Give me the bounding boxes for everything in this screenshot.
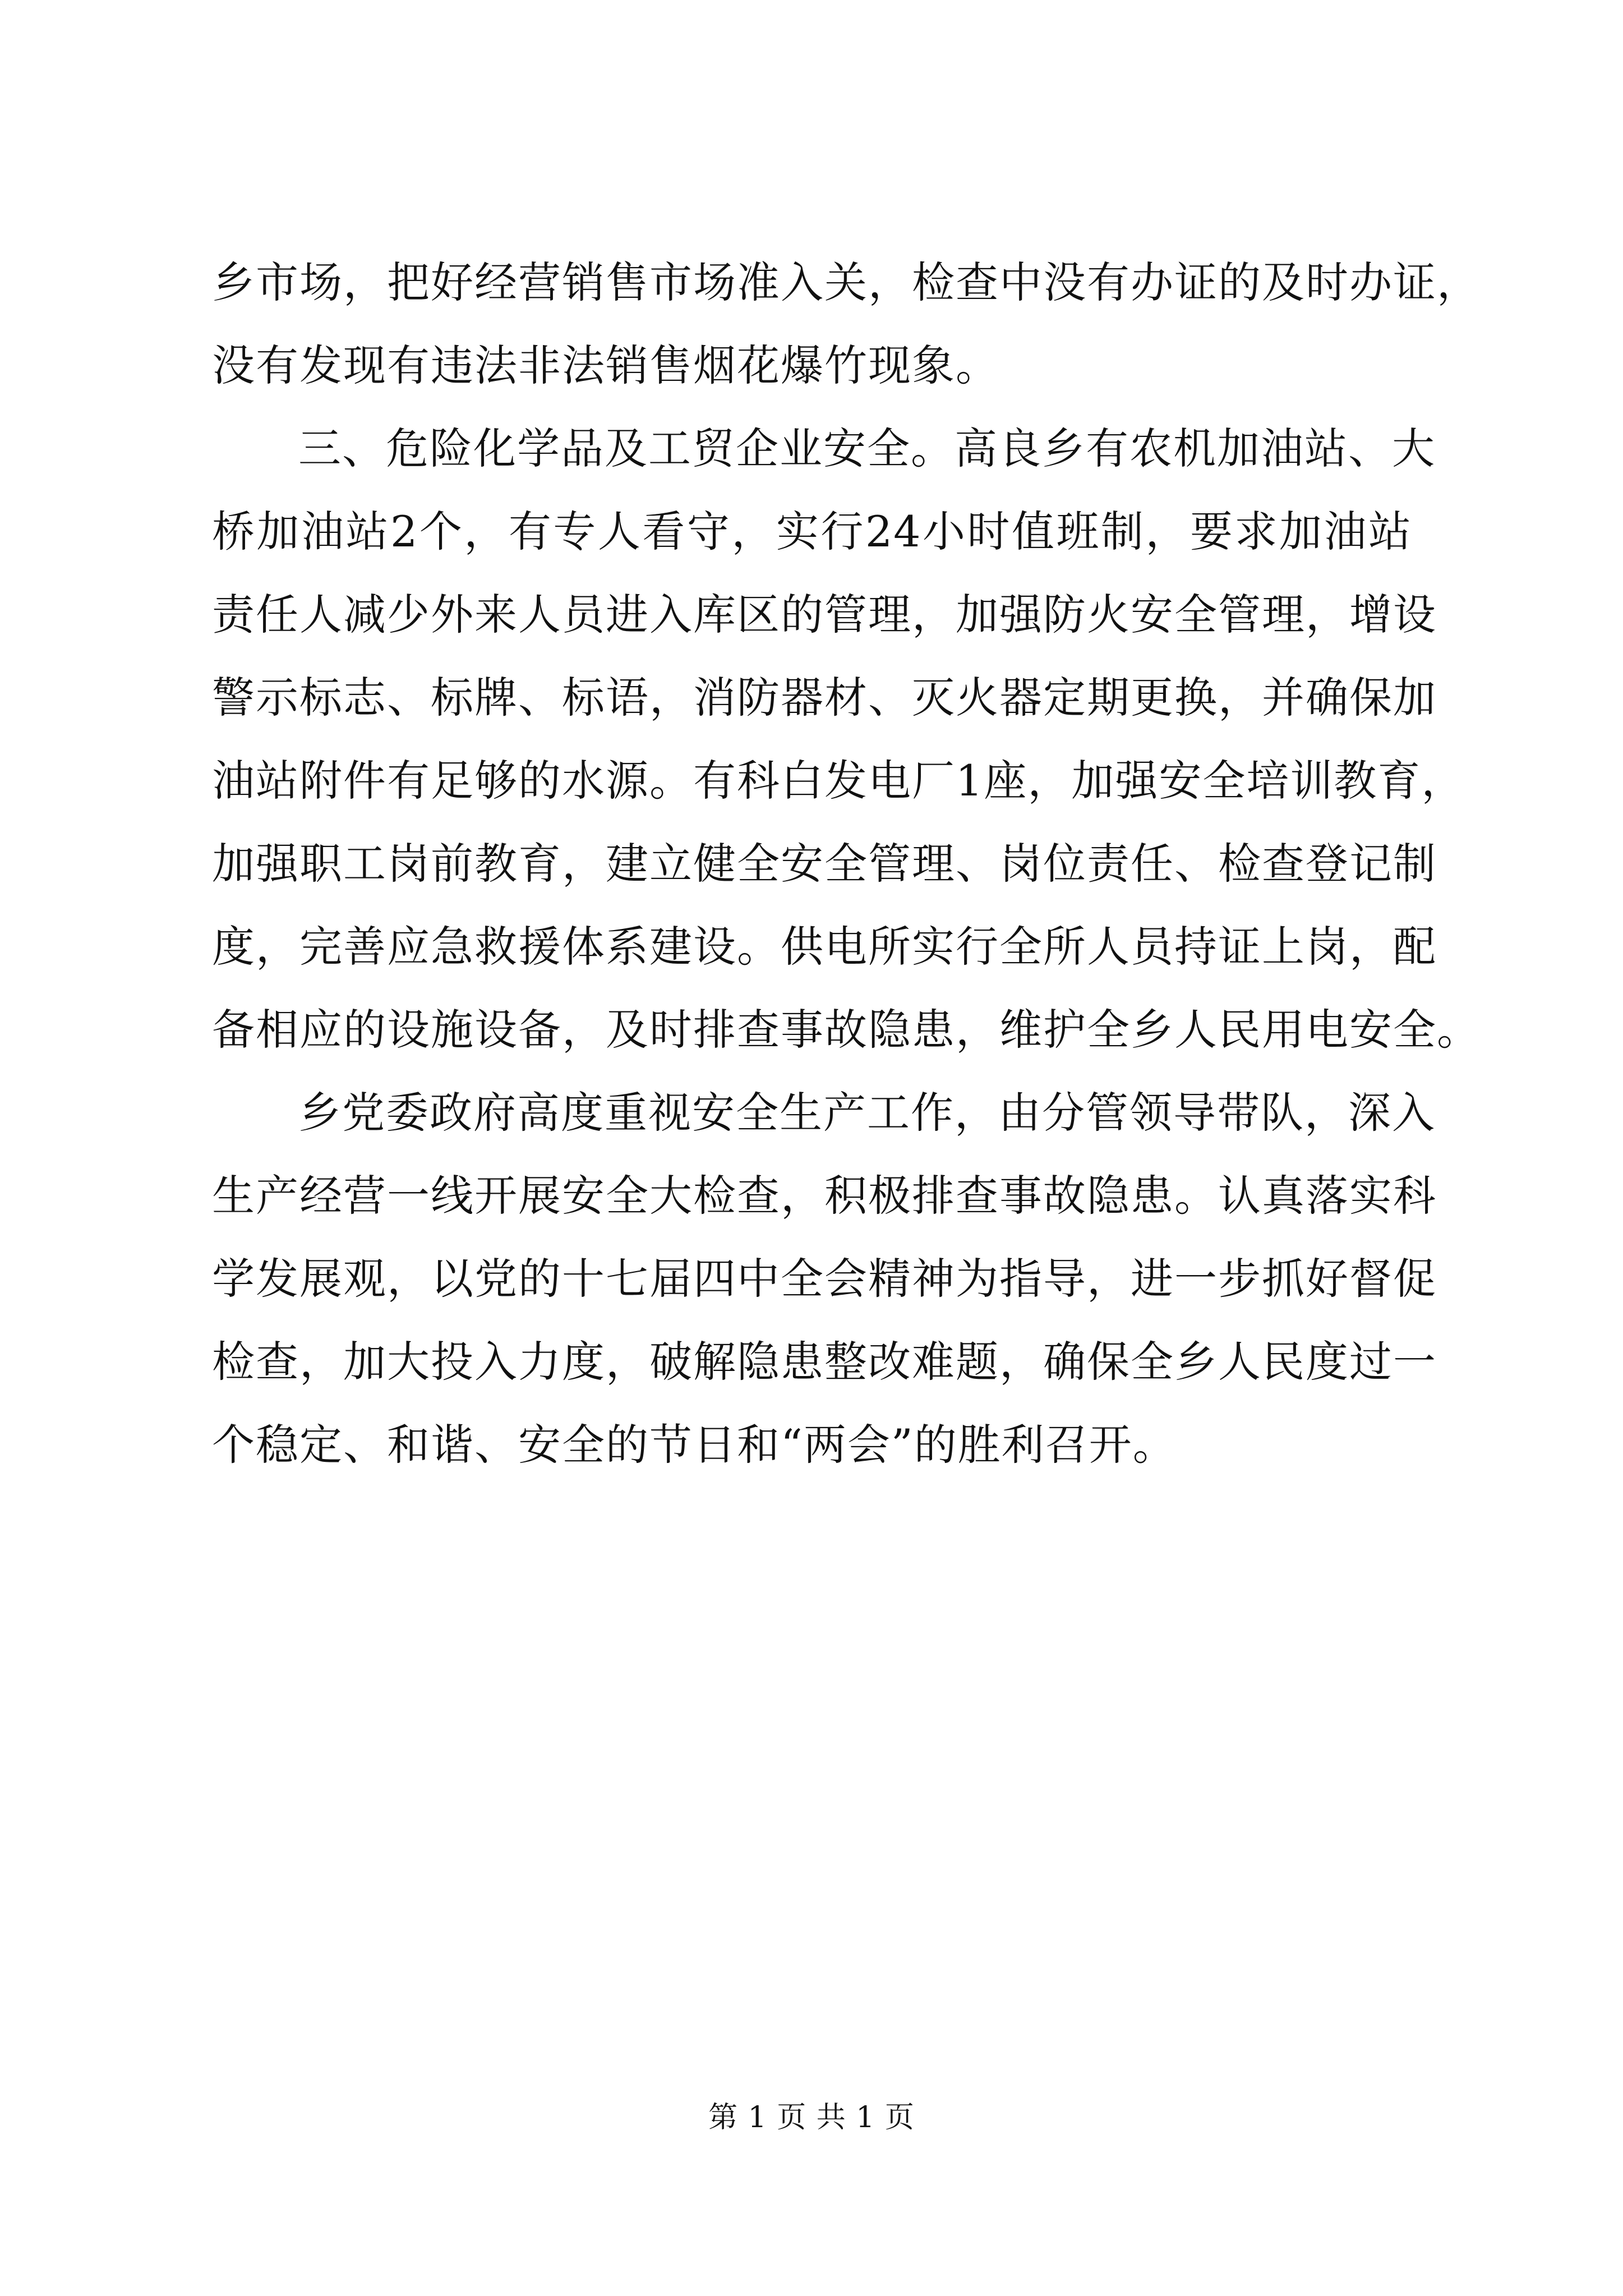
paragraph-line: 乡市场，把好经营销售市场准入关，检查中没有办证的及时办证， xyxy=(212,257,1481,307)
paragraph-line: 三、危险化学品及工贸企业安全。高良乡有农机加油站、大 xyxy=(298,424,1436,473)
page-number-label: 第 1 页 共 1 页 xyxy=(708,2101,915,2134)
paragraph-line: 没有发现有违法非法销售烟花爆竹现象。 xyxy=(212,341,999,390)
paragraph-line: 桥加油站2个，有专人看守，实行24小时值班制，要求加油站 xyxy=(212,507,1412,556)
paragraph-line: 检查，加大投入力度，破解隐患整改难题，确保全乡人民度过一 xyxy=(212,1337,1437,1387)
paragraph-line: 乡党委政府高度重视安全生产工作，由分管领导带队，深入 xyxy=(298,1088,1436,1138)
paragraph-line: 学发展观，以党的十七届四中全会精神为指导，进一步抓好督促 xyxy=(212,1254,1437,1304)
paragraph-line: 警示标志、标牌、标语，消防器材、灭火器定期更换，并确保加 xyxy=(212,673,1437,723)
paragraph-line: 加强职工岗前教育，建立健全安全管理、岗位责任、检查登记制 xyxy=(212,839,1437,889)
paragraph-line: 度，完善应急救援体系建设。供电所实行全所人员持证上岗，配 xyxy=(212,922,1437,972)
paragraph-line: 生产经营一线开展安全大检查，积极排查事故隐患。认真落实科 xyxy=(212,1171,1437,1221)
paragraph-line: 油站附件有足够的水源。有科白发电厂1座，加强安全培训教育， xyxy=(212,756,1465,806)
paragraph-line: 个稳定、和谐、安全的节日和“两会”的胜利召开。 xyxy=(212,1420,1177,1470)
document-body xyxy=(212,241,1481,1487)
page-footer xyxy=(0,2098,1623,2137)
paragraph-line: 备相应的设施设备，及时排查事故隐患，维护全乡人民用电安全。 xyxy=(212,1005,1481,1055)
paragraph-line: 责任人减少外来人员进入库区的管理，加强防火安全管理，增设 xyxy=(212,590,1437,639)
